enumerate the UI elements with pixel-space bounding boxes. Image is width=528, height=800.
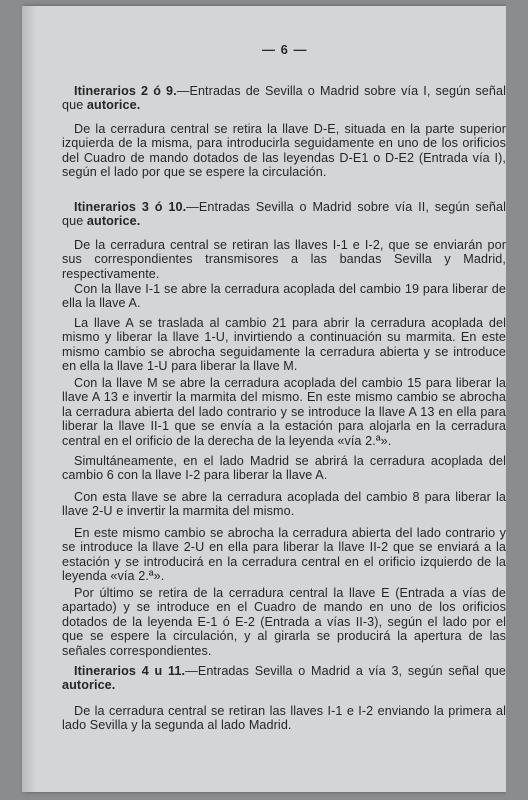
paragraph-text: De la cerradura central se retiran las llaves I-1 e I-2, que se enviarán por sus correspondientes transmisores a las bandas Sevilla y Madrid, respectivamente. xyxy=(62,238,506,281)
paragraph xyxy=(62,454,506,483)
paragraph-text: Con esta llave se abre la cerradura acoplada del cambio 8 para liberar la llave 2-U e invertir la marmita del mismo. xyxy=(62,490,506,519)
heading-text: —Entradas de Sevilla o Madrid sobre vía I, según señal que xyxy=(62,84,507,113)
heading-label: Itinerarios 3 ó 10. xyxy=(74,200,187,214)
section-itinerarios-4-11 xyxy=(62,664,506,693)
page-edge xyxy=(506,0,528,800)
paragraph-text: Con la llave I-1 se abre la cerradura acoplada del cambio 19 para liberar de ella la llave A. xyxy=(62,282,506,311)
heading-label: Itinerarios 2 ó 9. xyxy=(74,84,177,98)
heading-bold-end: autorice. xyxy=(86,98,141,113)
paragraph xyxy=(62,526,506,584)
section-itinerarios-3-10 xyxy=(62,200,506,229)
paragraph xyxy=(62,282,506,311)
paragraph xyxy=(62,704,506,733)
paragraph xyxy=(62,376,506,448)
page-fold-shadow xyxy=(22,6,36,792)
heading-text: —Entradas Sevilla o Madrid sobre vía II, según señal que xyxy=(62,200,506,229)
section-heading xyxy=(62,200,506,229)
paragraph-text: La llave A se traslada al cambio 21 para abrir la cerradura acoplada del mismo y liberar la llave 1-U, invirtiendo a continuación su marmita. En este mismo cambio se abrocha seguidamente la cerradura abierta y se introduce en ella la llave 1-U para liberar la llave M. xyxy=(62,316,506,374)
heading-bold-end: autorice. xyxy=(86,214,141,229)
paragraph-text: En este mismo cambio se abrocha la cerradura abierta del lado contrario y se introduce la llave 2-U en ella para liberar la llave II-2 que se enviará a la estación y se introducirá en la cerradura central en el orificio izquierdo de la leyenda «vía 2.ª». xyxy=(62,526,506,584)
paragraph xyxy=(62,490,506,519)
section-heading xyxy=(62,664,506,693)
paragraph-text: De la cerradura central se retiran las llaves I-1 e I-2 enviando la primera al lado Sevilla y la segunda al lado Madrid. xyxy=(62,704,506,733)
heading-text: —Entradas Sevilla o Madrid a vía 3, según señal que xyxy=(185,664,507,678)
paragraph xyxy=(62,316,506,374)
heading-bold-end: autorice. xyxy=(62,678,116,693)
paragraph-text: De la cerradura central se retira la llave D-E, situada en la parte superior izquierda de la misma, para introducirla seguidamente en uno de los orificios del Cuadro de mando dotados de las leyendas D-E1 o D-E2 (Entrada vía I), según el lado por que se espere la circulación. xyxy=(62,122,506,180)
page-number: — 6 — xyxy=(262,42,308,57)
paragraph xyxy=(62,586,506,658)
section-heading xyxy=(62,84,506,113)
paragraph-text: Con la llave M se abre la cerradura acoplada del cambio 15 para liberar la llave A 13 e invertir la marmita del mismo. En este mismo cambio se abrocha la cerradura abierta del lado contrario y se introduce la llave A 13 en ella para liberar la llave II-1 que se envía a la estación para alojarla en la cerradura central en el orificio de la derecha de la leyenda «vía 2.ª». xyxy=(62,376,506,448)
heading-label: Itinerarios 4 u 11. xyxy=(74,664,186,678)
paragraph xyxy=(62,238,506,281)
paragraph-text: Por último se retira de la cerradura central la llave E (Entrada a vías de apartado) y se introduce en el Cuadro de mando en uno de los orificios dotados de la leyenda E-1 ó E-2 (Entrada a vías II-3), según el lado por el que se espere la circulación, y al girarla se producirá la apertura de las señales correspondientes. xyxy=(62,586,506,658)
paragraph-text: Simultáneamente, en el lado Madrid se abrirá la cerradura acoplada del cambio 6 con la llave I-2 para liberar la llave A. xyxy=(62,454,506,483)
paragraph xyxy=(62,122,506,180)
section-itinerarios-2-9 xyxy=(62,84,506,113)
